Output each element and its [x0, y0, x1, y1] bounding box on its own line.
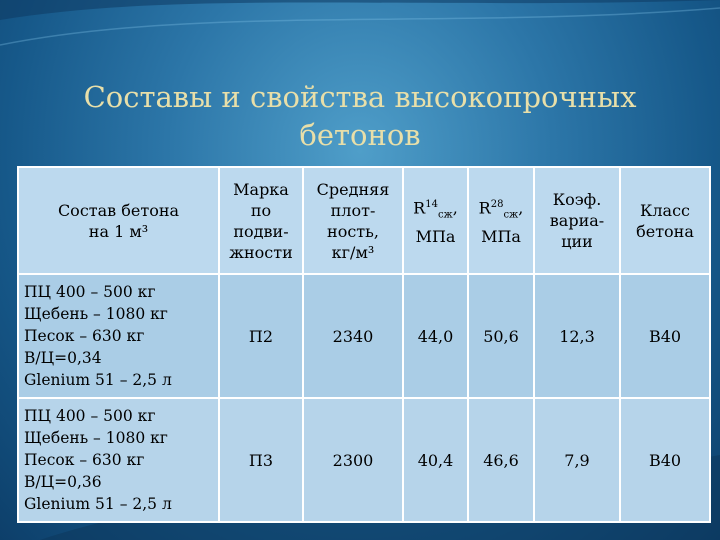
header-density: Средняя плот- ность, кг/м³	[303, 167, 403, 274]
cell-r28: 50,6	[468, 274, 534, 398]
slide-title	[20, 78, 700, 154]
cell-r28: 46,6	[468, 398, 534, 522]
concrete-properties-table	[17, 166, 711, 523]
title-line-1: Составы и свойства высокопрочных	[83, 80, 637, 114]
cell-workability: П2	[219, 274, 303, 398]
header-concrete-class: Класс бетона	[620, 167, 710, 274]
cell-class: В40	[620, 274, 710, 398]
cell-variation: 12,3	[534, 274, 620, 398]
cell-density: 2340	[303, 274, 403, 398]
cell-r14: 44,0	[403, 274, 468, 398]
cell-r14: 40,4	[403, 398, 468, 522]
table-header-row	[18, 167, 710, 274]
title-line-2: бетонов	[299, 118, 421, 152]
cell-composition: ПЦ 400 – 500 кг Щебень – 1080 кг Песок – 630 кг В/Ц=0,36 Glenium 51 – 2,5 л	[18, 398, 219, 522]
table-row	[18, 398, 710, 522]
cell-composition: ПЦ 400 – 500 кг Щебень – 1080 кг Песок – 630 кг В/Ц=0,34 Glenium 51 – 2,5 л	[18, 274, 219, 398]
header-composition: Состав бетона на 1 м³	[18, 167, 219, 274]
cell-workability: П3	[219, 398, 303, 522]
table-row	[18, 274, 710, 398]
cell-class: В40	[620, 398, 710, 522]
header-variation-coefficient: Коэф. вариа- ции	[534, 167, 620, 274]
cell-variation: 7,9	[534, 398, 620, 522]
header-r14: $R^{14}_{сж}$, МПа	[403, 167, 468, 274]
header-r28: $R^{28}_{сж}$, МПа	[468, 167, 534, 274]
header-workability: Марка по подви- жности	[219, 167, 303, 274]
cell-density: 2300	[303, 398, 403, 522]
